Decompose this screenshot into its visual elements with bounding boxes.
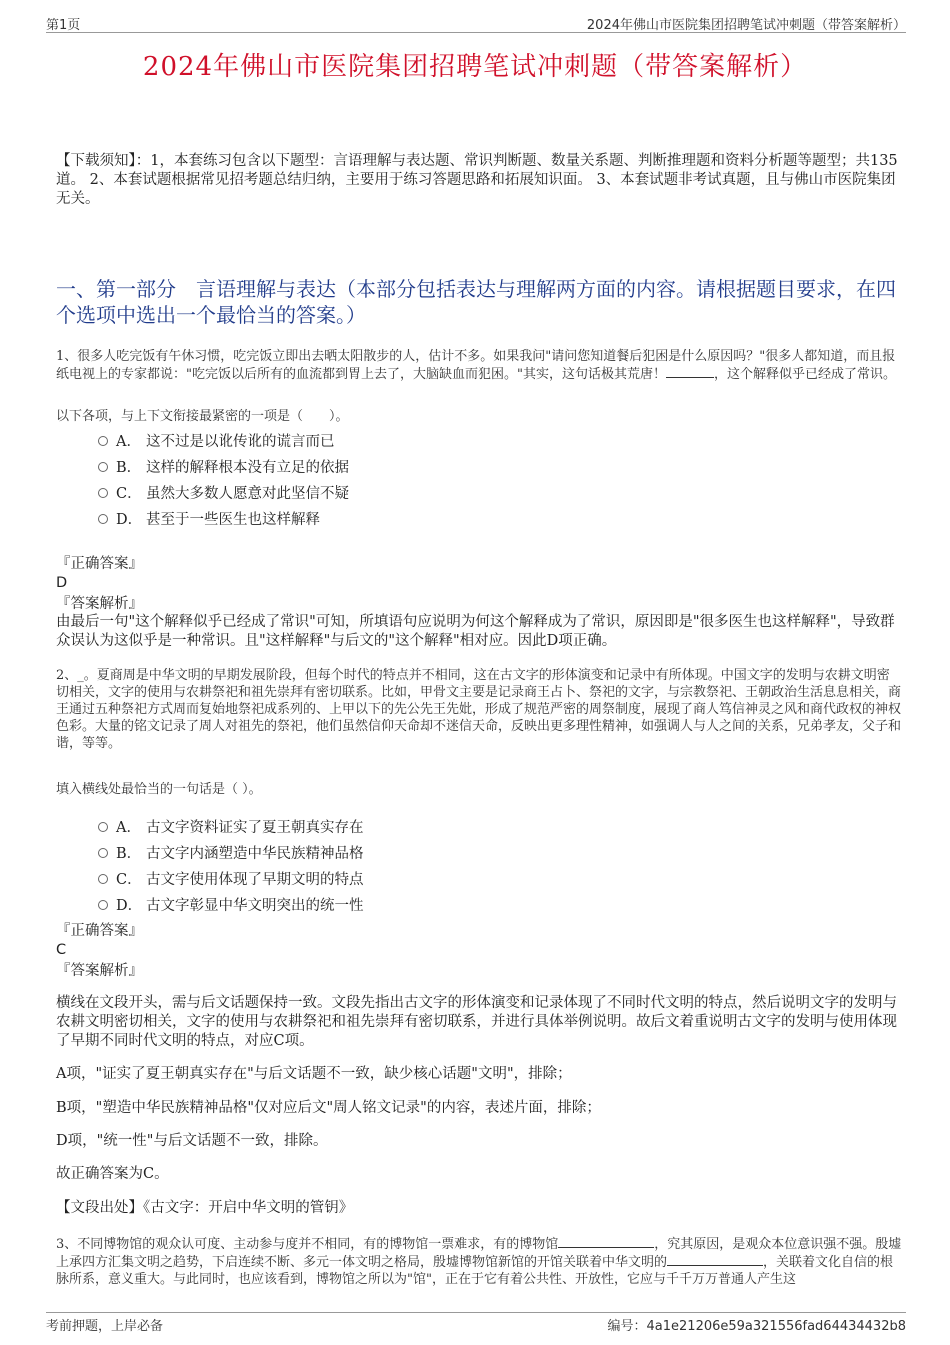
q1-analysis: 由最后一句"这个解释似乎已经成了常识"可知，所填语句应说明为何这个解释成为了常识，原因即是"很多医生也这样解释"，导致群众误认为这似乎是一种常识。且"这样解释"与后文的"这个解释"相对应。因此D项正确。 <box>56 614 895 649</box>
radio-icon[interactable] <box>98 822 108 832</box>
radio-icon[interactable] <box>98 874 108 884</box>
q1-analysis-label: 『答案解析』 <box>56 596 143 612</box>
q2-note-d: D项，"统一性"与后文话题不一致，排除。 <box>56 1133 328 1149</box>
page-number: 第1页 <box>46 18 81 33</box>
q2-note-a: A项，"证实了夏王朝真实存在"与后文话题不一致，缺少核心话题"文明"，排除； <box>56 1066 572 1082</box>
q1-option-c[interactable]: C． 虽然大多数人愿意对此坚信不疑 <box>98 482 349 503</box>
q2-analysis: 横线在文段开头，需与后文话题保持一致。文段先指出古文字的形体演变和记录体现了不同时代文明的特点，然后说明文字的发明与农耕文明密切相关，文字的使用与农耕祭祀和祖先崇拜有密切联系，并进行具体举例说明。故后文着重说明古文字的发明与使用体现了早期不同时代文明的特点，对应C项。 <box>56 995 897 1049</box>
question-1-prompt: 以下各项，与上下文衔接最紧密的一项是（ ）。 <box>56 409 349 424</box>
radio-icon[interactable] <box>98 848 108 858</box>
q2-option-d[interactable]: D． 古文字彰显中华文明突出的统一性 <box>98 894 364 915</box>
q2-analysis-label: 『答案解析』 <box>56 963 143 979</box>
fill-blank <box>558 1235 654 1248</box>
question-2-stem: 2、_。夏商周是中华文明的早期发展阶段，但每个时代的特点并不相同，这在古文字的形体演变和记录中有所体现。中国文字的发明与农耕文明密切相关，文字的使用与农耕祭祀和祖先崇拜有密切联系。比如，甲骨文主要是记录商王占卜、祭祀的文字，与宗教祭祀、王朝政治生活息息相关，商王通过五种祭祀方式周而复始地祭祀成系列的、上甲以下的先公先王先妣，形成了规范严密的周祭制度，展现了商人笃信神灵之风和商代政权的神权色彩。大量的铭文记录了周人对祖先的祭祀，他们虽然信仰天命却不迷信天命，反映出更多理性精神，如强调人与人之间的关系，兄弟孝友，父子和谐，等等。 <box>56 668 902 751</box>
q1-answer-label: 『正确答案』 <box>56 556 143 572</box>
question-3-stem: 3、不同博物馆的观众认可度、主动参与度并不相同，有的博物馆一票难求，有的博物馆 ，究其原因，是观众本位意识强不强。殷墟上承四方汇集文明之趋势，下启连续不断、多元一体文明之格局，殷墟博物馆新馆的开馆关联着中华文明的 ，关联着文化自信的根脉所系，意义重大。与此同时，也应该看到，博物馆之所以为"馆"，正在于它有着公共性、开放性，它应与千千万万普通人产生这 <box>56 1237 902 1287</box>
q2-source: 【文段出处】《古文字：开启中华文明的管钥》 <box>56 1200 354 1216</box>
q2-conclusion: 故正确答案为C。 <box>56 1166 169 1182</box>
q1-answer: D <box>56 575 68 591</box>
radio-icon[interactable] <box>98 900 108 910</box>
q1-option-d[interactable]: D． 甚至于一些医生也这样解释 <box>98 508 320 529</box>
q1-option-a[interactable]: A． 这不过是以讹传讹的谎言而已 <box>98 430 335 451</box>
question-1-stem: 1、很多人吃完饭有午休习惯，吃完饭立即出去晒太阳散步的人，估计不多。如果我问"请问您知道餐后犯困是什么原因吗？"很多人都知道，而且报纸电视上的专家都说："吃完饭以后所有的血流都到胃上去了，大脑缺血而犯困。"其实，这句话极其荒唐！ ，这个解释似乎已经成了常识。 <box>56 349 896 382</box>
radio-icon[interactable] <box>98 488 108 498</box>
footer-doc-id: 编号：4a1e21206e59a321556fad64434432b8 <box>607 1319 906 1334</box>
header-doc-title: 2024年佛山市医院集团招聘笔试冲刺题（带答案解析） <box>586 18 906 33</box>
section-heading: 一、第一部分 言语理解与表达（本部分包括表达与理解两方面的内容。请根据题目要求，在四个选项中选出一个最恰当的答案。） <box>56 277 896 327</box>
q2-answer: C <box>56 942 67 958</box>
radio-icon[interactable] <box>98 436 108 446</box>
q1-option-b[interactable]: B． 这样的解释根本没有立足的依据 <box>98 456 349 477</box>
q2-note-b: B项，"塑造中华民族精神品格"仅对应后文"周人铭文记录"的内容，表述片面，排除； <box>56 1100 601 1116</box>
download-notice: 【下载须知】：1，本套练习包含以下题型：言语理解与表达题、常识判断题、数量关系题、判断推理题和资料分析题等题型；共135道。 2、本套试题根据常见招考题总结归纳，主要用于练习答题思路和拓展知识面。 3、本套试题非考试真题，且与佛山市医院集团无关。 <box>56 153 898 207</box>
q2-option-c[interactable]: C． 古文字使用体现了早期文明的特点 <box>98 868 364 889</box>
footer-divider <box>46 1312 906 1313</box>
q2-option-b[interactable]: B． 古文字内涵塑造中华民族精神品格 <box>98 842 364 863</box>
radio-icon[interactable] <box>98 514 108 524</box>
fill-blank <box>666 365 714 378</box>
question-2-prompt: 填入横线处最恰当的一句话是（ ）。 <box>56 782 262 797</box>
q2-answer-label: 『正确答案』 <box>56 923 143 939</box>
page-title: 2024年佛山市医院集团招聘笔试冲刺题（带答案解析） <box>142 52 808 82</box>
q2-option-a[interactable]: A． 古文字资料证实了夏王朝真实存在 <box>98 816 364 837</box>
radio-icon[interactable] <box>98 462 108 472</box>
header-divider <box>46 32 906 33</box>
footer-slogan: 考前押题，上岸必备 <box>46 1319 164 1334</box>
fill-blank <box>667 1253 763 1266</box>
